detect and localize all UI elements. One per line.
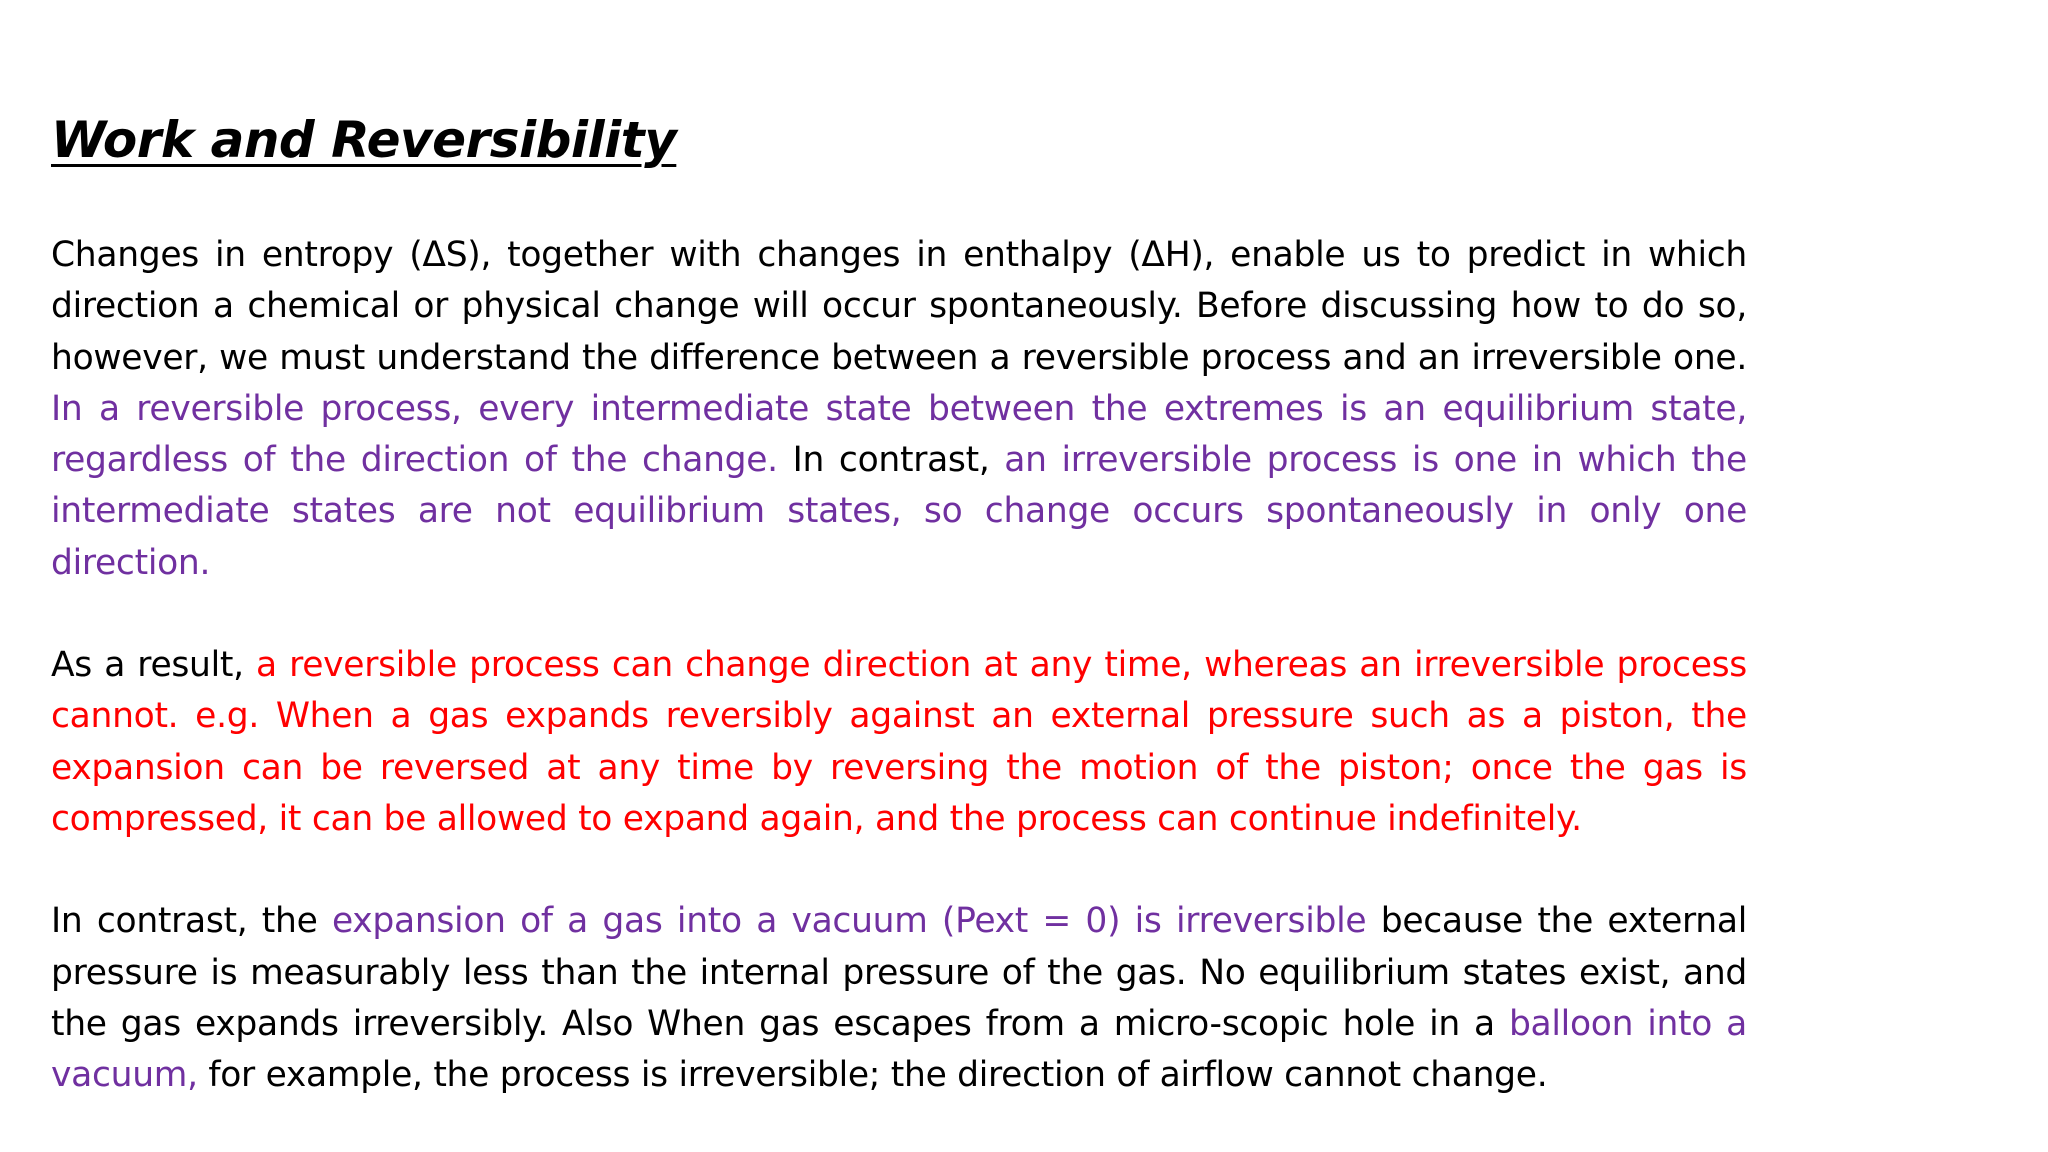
text-run: In contrast, bbox=[792, 440, 1005, 481]
highlighted-text-run: a reversible process can change direction at any time, whereas an irreversible process cannot. e.g. When a gas expands reversibly against an external pressure such as a piston, the expansion can be reversed at any time by reversing the motion of the piston; once the gas is compressed, it can be allowed to expand again, and the process can continue indefinitely. bbox=[51, 645, 1747, 839]
highlighted-text-run: an irreversible process is one in which the intermediate states are not equilibrium states, so change occurs spontaneously in only one direction. bbox=[51, 440, 1747, 583]
text-run: As a result, bbox=[51, 645, 257, 686]
highlighted-text-run: balloon into a vacuum, bbox=[51, 1003, 1747, 1096]
paragraph-entropy-intro bbox=[51, 230, 1747, 589]
paragraph-irreversible-example bbox=[51, 896, 1747, 1101]
text-run: because the external pressure is measurably less than the internal pressure of the gas. No equilibrium states exist, and the gas expands irreversibly. Also When gas escapes from a micro-scopic hole in a bbox=[51, 901, 1747, 1044]
text-run: In contrast, the bbox=[51, 901, 332, 942]
slide-title: Work and Reversibility bbox=[51, 111, 677, 169]
highlighted-text-run: expansion of a gas into a vacuum (Pext = 0) is irreversible bbox=[331, 901, 1367, 942]
text-run: Changes in entropy (ΔS), together with changes in enthalpy (ΔH), enable us to predict in which direction a chemical or physical change will occur spontaneously. Before discussing how to do so, however, we must understand the difference between a reversible process and an irreversible one. bbox=[51, 235, 1747, 378]
text-run: for example, the process is irreversible; the direction of airflow cannot change. bbox=[197, 1055, 1548, 1096]
slide-body bbox=[51, 230, 1747, 1152]
paragraph-reversible-example bbox=[51, 640, 1747, 845]
highlighted-text-run: In a reversible process, every intermediate state between the extremes is an equilibrium state, regardless of the direction of the change. bbox=[51, 388, 1747, 481]
